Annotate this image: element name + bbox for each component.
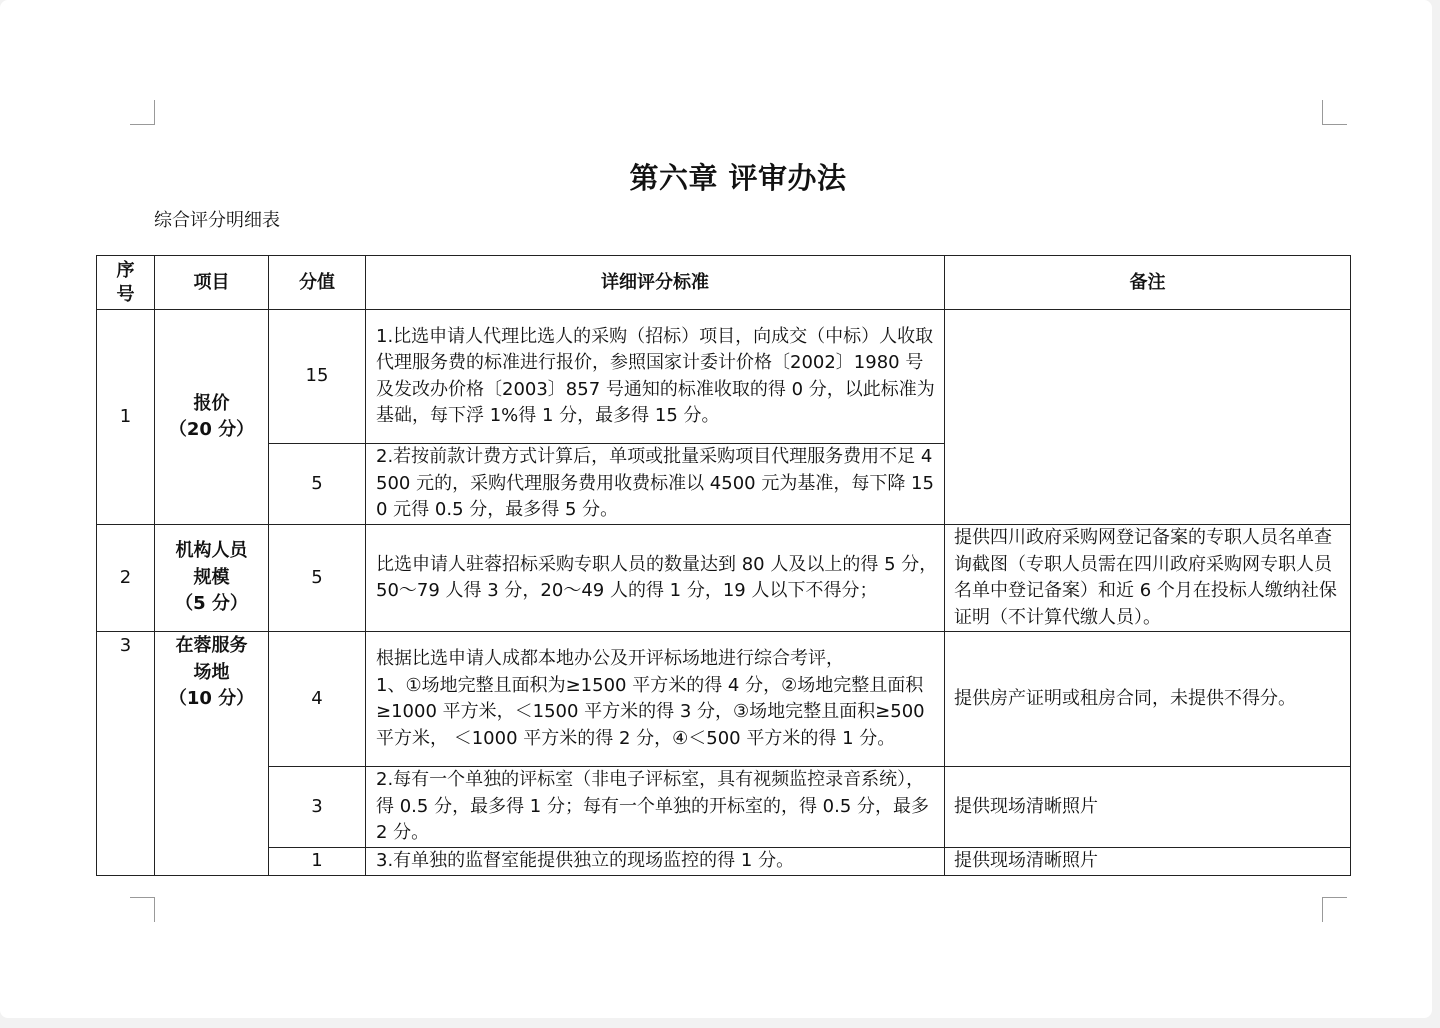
header-criteria: 详细评分标准 [366, 256, 945, 310]
crop-mark-top-left [130, 100, 155, 125]
row-note: 提供现场清晰照片 [945, 848, 1351, 876]
row-criteria: 2.每有一个单独的评标室（非电子评标室，具有视频监控录音系统），得 0.5 分，最多得 1 分；每有一个单独的开标室的，得 0.5 分，最多 2 分。 [366, 767, 945, 848]
row-criteria: 2.若按前款计费方式计算后，单项或批量采购项目代理服务费用不足 4500 元的，采购代理服务费用收费标准以 4500 元为基准，每下降 150 元得 0.5 分，最多得 5 分。 [366, 444, 945, 525]
table-row [97, 632, 1351, 767]
header-item: 项目 [155, 256, 269, 310]
row-score: 15 [269, 310, 366, 444]
row-criteria: 1.比选申请人代理比选人的采购（招标）项目，向成交（中标）人收取代理服务费的标准进行报价，参照国家计委计价格〔2002〕1980 号及发改办价格〔2003〕857 号通知的标准收取的得 0 分，以此标准为基础，每下浮 1%得 1 分，最多得 15 分。 [366, 310, 945, 444]
row-index: 1 [97, 310, 155, 525]
page-title: 第六章 评审办法 [629, 161, 847, 195]
crop-mark-top-right [1322, 100, 1347, 125]
row-item: 机构人员 规模 （5 分） [155, 525, 269, 632]
row-score: 3 [269, 767, 366, 848]
table-row [97, 310, 1351, 444]
crop-mark-bottom-right [1322, 897, 1347, 922]
row-criteria: 比选申请人驻蓉招标采购专职人员的数量达到 80 人及以上的得 5 分，50～79 人得 3 分，20～49 人的得 1 分，19 人以下不得分； [366, 525, 945, 632]
table-row [97, 767, 1351, 848]
table-row [97, 848, 1351, 876]
row-note: 提供现场清晰照片 [945, 767, 1351, 848]
row-score: 5 [269, 525, 366, 632]
row-score: 1 [269, 848, 366, 876]
row-index: 3 [97, 632, 155, 876]
table-header-row [97, 256, 1351, 310]
row-note [945, 310, 1351, 525]
crop-mark-bottom-left [130, 897, 155, 922]
row-score: 5 [269, 444, 366, 525]
table-caption: 综合评分明细表 [154, 210, 280, 231]
table-row [97, 525, 1351, 632]
row-note: 提供四川政府采购网登记备案的专职人员名单查询截图（专职人员需在四川政府采购网专职人员名单中登记备案）和近 6 个月在投标人缴纳社保证明（不计算代缴人员）。 [945, 525, 1351, 632]
row-score: 4 [269, 632, 366, 767]
row-criteria: 3.有单独的监督室能提供独立的现场监控的得 1 分。 [366, 848, 945, 876]
row-item: 在蓉服务 场地 （10 分） [155, 632, 269, 876]
header-index: 序号 [97, 256, 155, 310]
header-score: 分值 [269, 256, 366, 310]
row-criteria: 根据比选申请人成都本地办公及开评标场地进行综合考评， 1、①场地完整且面积为≥1500 平方米的得 4 分，②场地完整且面积≥1000 平方米，＜1500 平方米的得 3 分，③场地完整且面积≥500 平方米， ＜1000 平方米的得 2 分，④＜500 平方米的得 1 分。 [366, 632, 945, 767]
header-note: 备注 [945, 256, 1351, 310]
row-note: 提供房产证明或租房合同，未提供不得分。 [945, 632, 1351, 767]
scoring-table [96, 255, 1351, 876]
row-index: 2 [97, 525, 155, 632]
row-item: 报价 （20 分） [155, 310, 269, 525]
